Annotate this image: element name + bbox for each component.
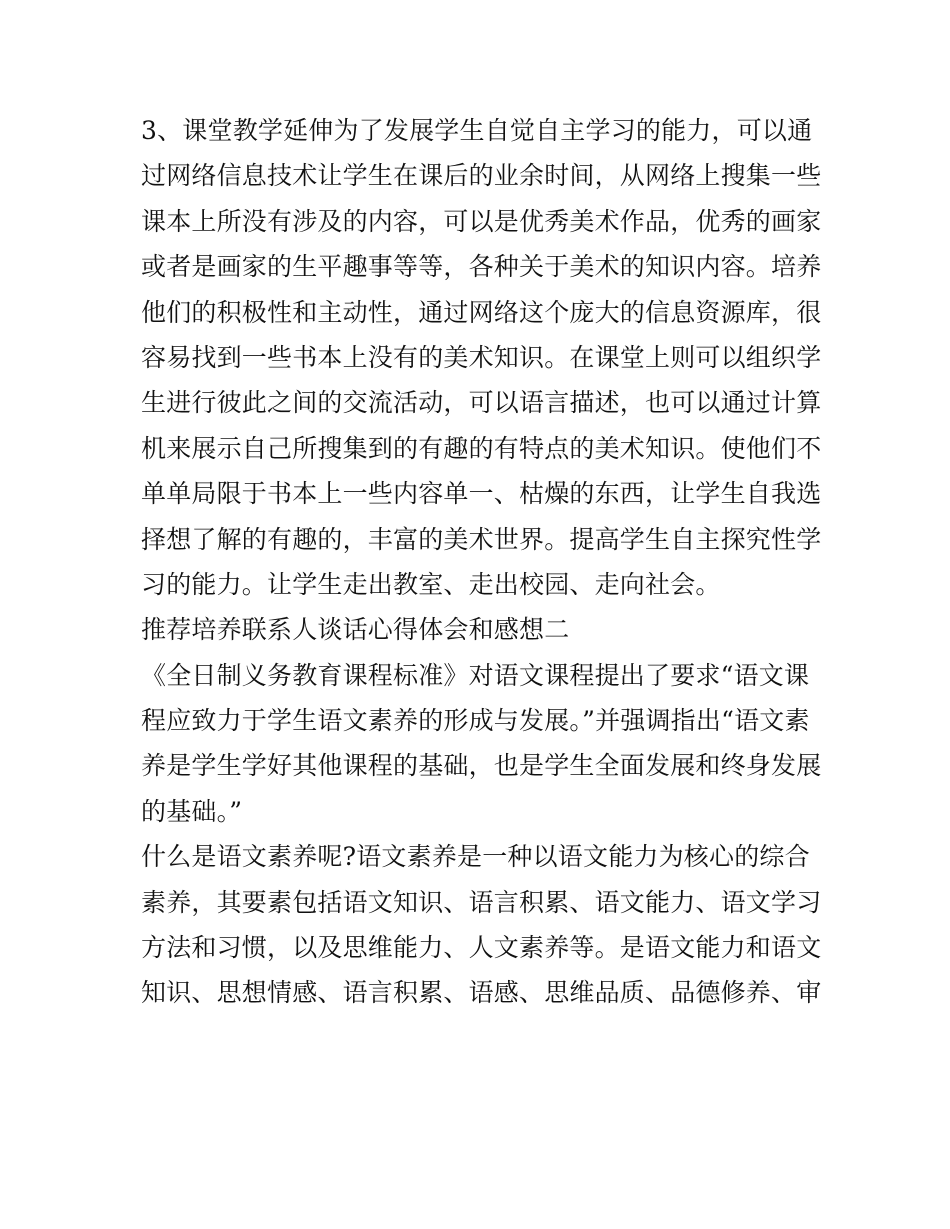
paragraph-line: 习的能力。让学生走出教室、走出校园、走向社会。 [141,569,721,599]
paragraph-line: 或者是画家的生平趣事等等，各种关于美术的知识内容。培养 [141,252,822,282]
paragraph-line: 课本上所没有涉及的内容，可以是优秀美术作品，优秀的画家 [141,206,822,236]
document-body [141,108,821,1016]
paragraph-line: 的基础。” [141,796,243,826]
paragraph-line: 容易找到一些书本上没有的美术知识。在课堂上则可以组织学 [141,342,822,372]
paragraph-line: 机来展示自己所搜集到的有趣的有特点的美术知识。使他们不 [141,433,822,463]
section-heading: 推荐培养联系人谈话心得体会和感想二 [141,615,570,645]
paragraph-line: 他们的积极性和主动性，通过网络这个庞大的信息资源库，很 [141,297,822,327]
paragraph-line: 养是学生学好其他课程的基础，也是学生全面发展和终身发展 [141,751,822,781]
paragraph-line: 单单局限于书本上一些内容单一、枯燥的东西，让学生自我选 [141,479,822,509]
paragraph-line: 过网络信息技术让学生在课后的业余时间，从网络上搜集一些 [141,161,822,191]
paragraph-line: 《全日制义务教育课程标准》对语文课程提出了要求“语文课 [141,660,810,690]
paragraph-line: 知识、思想情感、语言积累、语感、思维品质、品德修养、审 [141,978,822,1008]
paragraph-line: 择想了解的有趣的，丰富的美术世界。提高学生自主探究性学 [141,524,822,554]
paragraph-line: 程应致力于学生语文素养的形成与发展。”并强调指出“语文素 [141,706,810,736]
paragraph-line: 素养，其要素包括语文知识、语言积累、语文能力、语文学习 [141,887,822,917]
paragraph-line: 什么是语文素养呢?语文素养是一种以语文能力为核心的综合 [141,842,810,872]
paragraph-line: 3、课堂教学延伸为了发展学生自觉自主学习的能力，可以通 [141,116,813,145]
paragraph-line: 方法和习惯，以及思维能力、人文素养等。是语文能力和语文 [141,933,822,963]
paragraph-line: 生进行彼此之间的交流活动，可以语言描述，也可以通过计算 [141,388,822,418]
